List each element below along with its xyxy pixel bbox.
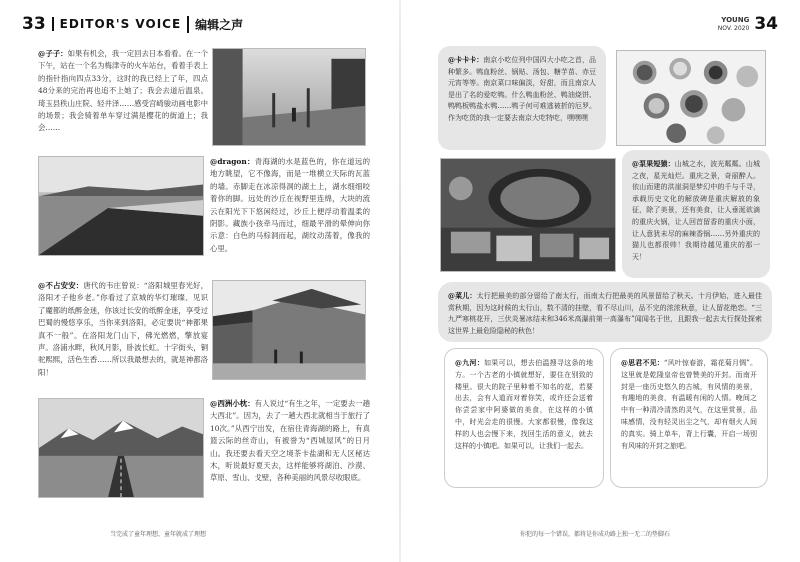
station-photo (212, 48, 366, 146)
ensi-text: “风叶惊春游，霜花菊月惆”。这里就是乾隆皇帝也曾赞美的开封。而南开封是一座历史悠久的古城，有风情的美景，有趣地的美食，有温暖有闲的人情。晚间之中有一种清冷清然的灵气，在这里赏景，品味感情，没有轻灵出尘之气，却有烟火人间的真实。骑上单车，背上行囊，开启一场别有风味的开封之旅吧。 (621, 359, 757, 450)
left-header (22, 14, 243, 34)
right-page-number: 34 (754, 14, 778, 34)
right-footer: 你犯的每一个错误，都将是你成功路上独一无二的垫脚石 (520, 531, 671, 538)
zizi-author: @子子： (38, 49, 68, 58)
bubu-author: @不占安安： (38, 281, 84, 290)
right-header (718, 14, 778, 34)
gaoyu-text: 山城之水，波光粼粼。山城之夜，星光灿烂。重庆之景，奇丽醉人。依山而建的洪崖洞是梦幻中的千与千寻，承载历史文化的解放碑是重庆解放的象征，除了美景，还有美食，让人垂涎欲滴的重庆火锅，让人回首留香的重庆小面，让人意犹未尽的麻辣香锅……另外重庆的猫儿也都很帅！我期待越见重庆的那一天！ (632, 160, 761, 261)
gaoyu-card (622, 150, 770, 278)
nanjing-food-photo (616, 50, 766, 146)
xiyang-entry (210, 398, 370, 485)
guoer-author: @菜儿： (448, 291, 477, 300)
zizi-text: 如果有机会，我一定回去日本看看。在一个下午，站在一个名为梅津寺的火车站台，看着手表上的指针指向四点33分，这时的我已经上了年，四点48分来的完治再也追不上她了；我会去道后温泉。琦玉县秩山庄院、轻井泽……感受宫崎骏动画电影中的场景；我会骑着单车穿过满是樱花的街道上；我会…… (38, 49, 209, 133)
kaka-text: 南京小吃位列中国四大小吃之首，品种繁多。鸭血粉丝、锅贴、汤包、糖芋苗、赤豆元宵等等。南京菜口味偏淡，好甜，而且南京人是出了名的爱吃鸭。什么鸭血粉丝、鸭油烧饼、鸭鸭板鸭盐水鸭……鸭子何可难逃被折的厄罗。作为吃货的我一定要去南京大吃特吃，嘿嘿嘿 (448, 56, 596, 122)
guoer-card (438, 282, 772, 342)
dragon-author: @dragon： (210, 157, 255, 166)
dragon-text: 青海湖的水是蓝色的，你在道远的地方眺望，它不像海，而是一堆横立天际的瓦蓝的墙。赤脚走在冰凉得洞的湖土上，湖水细细咬着你的脚。远处的沙丘在视野里连绵，大块的流云在阳光下下悠闲经过，沙丘上便浮动着温柔的阴影。藏族小孩牵马而过，细最平滑的晕伸向你示意：白色的马棕洞而起，湖纹动荡着，像我的心里。 (210, 157, 370, 253)
jiuhe-text: 如果可以，想去伯温搜寻这条的地方。一个古老的小镇就想好，要住在别致的楼里。很大的院子里种着不知名的花，若要出去，会有人道而对着你笑，或许还会送着你尝尝家中阿婆做的美食，在这样的小镇中，时光会走的很慢。大家都很慢，像我这样的人也会慢下来，找回生活的意义，就去这样的小镇吧。如果可以，让我们一起去。 (455, 359, 594, 450)
jiuhe-card (444, 348, 604, 488)
xiyang-author: @西洲小枕： (210, 399, 255, 408)
brand-block (718, 16, 750, 33)
ensi-card (610, 348, 768, 488)
xiyang-text: 有人说过“有生之年，一定要去一趟大西北”。因为，去了一趟大西北就相当于旅行了10次。”从西宁出发，在宿住青海湖的路上，有真篮云际的丝奇山，有被誉为“西城屋风”的日月山。我还要去看天空之境茶卡盐湖和无人区秘达木，听说最好夏天去，这样能够将湖泊、沙漠、草原、雪山、戈壁，各种美丽的风景尽收眼底。 (210, 399, 370, 483)
luoyang-street-photo (212, 280, 366, 380)
section-title: EDITOR'S VOICE (52, 17, 182, 31)
bubu-entry (38, 280, 208, 379)
lake-photo (38, 156, 204, 256)
right-page (400, 0, 800, 562)
jiuhe-author: @九河： (455, 358, 485, 367)
dragon-entry (210, 156, 370, 255)
ensi-author: @思君不见： (621, 358, 664, 367)
kaka-card (438, 46, 606, 150)
left-page-number: 33 (22, 14, 46, 34)
section-title-cn: 编辑之声 (187, 16, 243, 33)
brand-name: YOUNG (721, 15, 750, 24)
hotpot-photo (440, 158, 616, 272)
gaoyu-author: @泵果短猿： (632, 159, 675, 168)
zizi-entry (38, 48, 208, 135)
bubu-text: 唐代的韦庄曾说：“洛阳城里春光好，洛阳才子他乡老。”你看过了京城的华灯璀璨、见识了魔都的纸醉金迷，你该过长安的纸醉金迷，享受过巴蜀的慢悠享乐，当你来到洛阳，必定要说“神都果真不一般”。在洛阳龙门山下，佛光燃燃，擎放宴声。洛浦水畔，秋风月影，卧波长虹。十字街头，铜驼熙熙，活色生香……所以我最想去的，就是神都洛阳！ (38, 281, 208, 377)
left-footer: 当完成了童年理想，童年就成了理想 (110, 531, 207, 538)
kaka-author: @卡卡卡： (448, 55, 484, 64)
guoer-text: 太行把最美的部分留给了南太行，而南太行把最美的风景留给了秋天。十月伊始，进入最佳赏秋期，因为这时候的太行山，数不清的挂壁，看不尽山川，品不完的浓浓秋意，让人留花绝恋。“三九严寒桃花开，三伏炎暑冰结未和346米高瀑前第一高瀑布”闻闻名于世，且跟我一起去太行探处探索这世界上最危险隐秘的秋色！ (448, 292, 763, 335)
issue-date: NOV. 2020 (717, 24, 750, 32)
road-photo (38, 398, 204, 498)
